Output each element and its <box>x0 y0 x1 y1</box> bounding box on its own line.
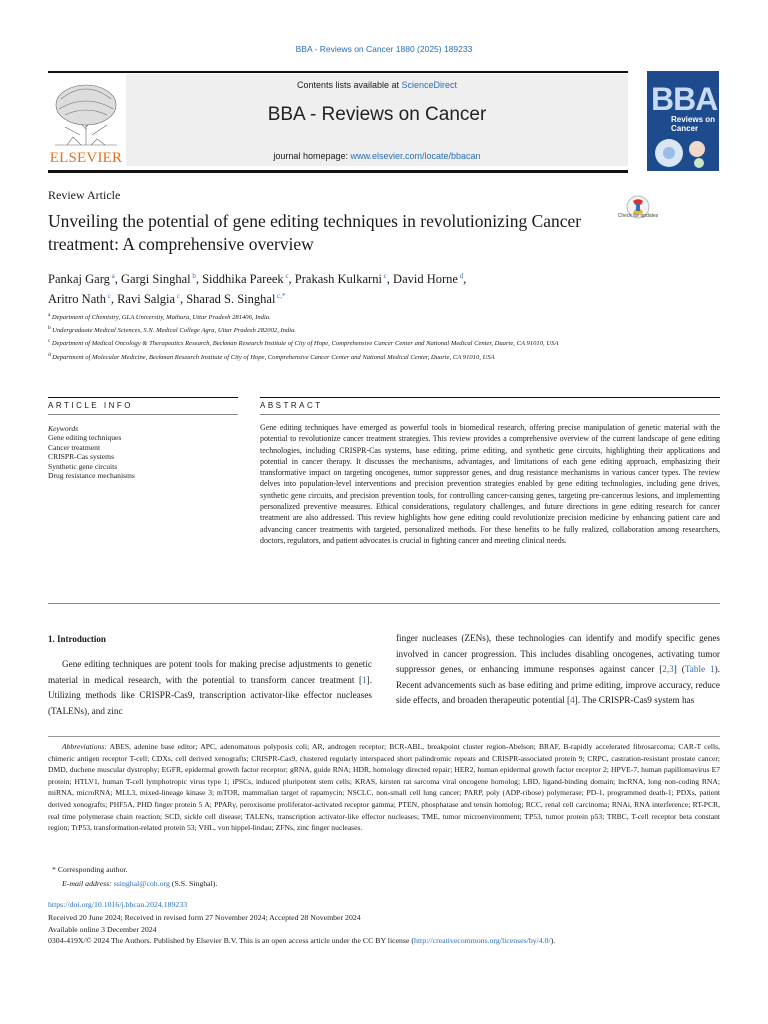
intro-left-column: Gene editing techniques are potent tools for making precise adjustments to genetic material in medical research, with the potential to transform cancer treatment [1]. Utilizing methods like CRISPR-Cas9, transcription activator-like effector nucleases (TALENs), and zinc <box>48 659 372 716</box>
affiliation-item: $^c$ Department of Medical Oncology & Therapeutics Research, Beckman Research Institute of City of Hope, Comprehensive Cancer Center and National Medical Center, Duarte, CA 91010, USA <box>48 338 559 348</box>
abstract-rule <box>260 397 720 398</box>
cover-subtitle: Reviews on Cancer <box>671 115 716 133</box>
email-link[interactable]: ssinghal@coh.org <box>113 879 170 888</box>
doi-link[interactable]: https://doi.org/10.1016/j.bbcan.2024.189233 <box>48 900 188 909</box>
keywords-label: Keywords <box>48 424 79 433</box>
abstract-heading: ABSTRACT <box>260 401 323 410</box>
intro-right-column: finger nucleases (ZENs), these technologies can identify and modify specific genes involved in cancer progression. This includes disabling oncogenes, activating tumor suppressor genes, or enhancing immune responses against cancer [2,3] (Table 1). Recent advancements such as base editing and prime editing, improve accuracy, reduce side effects, and broaden therapeutic potential [4]. The CRISPR-Cas9 system has <box>396 633 720 705</box>
introduction-heading: 1. Introduction <box>48 634 106 644</box>
crossmark-label: Check for updates <box>617 213 659 219</box>
cover-art <box>647 131 719 171</box>
received-dates: Received 20 June 2024; Received in revised form 27 November 2024; Accepted 28 November 2024 <box>48 913 361 922</box>
sciencedirect-link[interactable]: ScienceDirect <box>401 80 458 90</box>
contents-line: Contents lists available at ScienceDirect <box>296 80 458 90</box>
author-name[interactable]: Aritro Nath <box>48 292 106 307</box>
author-name[interactable]: Siddhika Pareek <box>202 272 284 287</box>
online-date: Available online 3 December 2024 <box>48 925 157 934</box>
author-list: Pankaj Garg $^a$, Gargi Singhal $^b$, Siddhika Pareek $^c$, Prakash Kulkarni $^c$, David Horne $^d$, Aritro Nath $^c$, Ravi Salgia $^c$, Sharad S. Singhal $^{c,*}$ <box>48 272 467 307</box>
author-name[interactable]: David Horne <box>393 272 458 287</box>
cover-logo: BBA <box>651 81 718 117</box>
elsevier-wordmark: ELSEVIER <box>49 150 123 166</box>
author-name[interactable]: Prakash Kulkarni <box>294 272 382 287</box>
affiliations <box>48 310 728 363</box>
abbreviations-footnote: Abbreviations: ABES, adenine base editor; APC, adenomatous polyposis coli; AR, androgen receptor; BCR-ABL, breakpoint cluster region-Abelson; BRAF, B-rapidly accelerated fibrosarcoma; CAR-T cells, chimeric antigen receptor T-cell; CDXs, cell derived xenografts; CRISPR-Cas9, clustered regularly interspaced short palindromic repeats and CRISPR-associated protein 9; CRPC, castration-resistant prostate cancer; DMD, duchene muscular dystrophy; EGFR, epidermal growth factor receptor; gRNA, guide RNA; HDR, homology directed repair; HER2, human epidermal growth factor receptor 2; HPVE-7, human papillomavirus E7 protein; HTLV1, human T-cell lymphotropic virus type 1; iPSCs, induced pluripotent stem cells; KRAS, kirsten rat sarcoma viral oncogene homolog; LBD, ligand-binding domain; lncRNA, long non-coding RNA; miRNA, microRNA; MLL3, mixed-lineage kinase 3; mTOR, mammalian target of rapamycin; NSCLC, non-small cell lung cancer; PARP, poly (ADP-ribose) polymerase; PD-1, programmed death-1; PDXs, patient derived xenografts; PHF5A, PHD finger protein 5 A; PPARγ, peroxisome proliferator-activated receptor gamma; PTEN, phosphatase and tensin homolog; RCC, renal cell carcinoma; RNAi, RNA interference; RT-PCR, real time polymerase chain reaction; SCD, sickle cell disease; TALENs, transcription activator-like effector nucleases; TME, tumor microenvironment; TP53, tumor protein p53; TRBC, T-cell receptor beta constant region; TrP53, transformation-related protein 53; VHL, von hippel-lindau; ZFNs, zinc finger nucleases. <box>48 742 720 833</box>
reference-link[interactable]: 4 <box>570 695 575 705</box>
homepage-link[interactable]: www.elsevier.com/locate/bbacan <box>350 151 481 161</box>
article-title: Unveiling the potential of gene editing techniques in revolutionizing Cancer treatment: A comprehensive overview <box>48 211 582 254</box>
affiliation-item: $^a$ Department of Chemistry, GLA University, Mathura, Uttar Pradesh 281406, India. <box>48 312 271 322</box>
affiliation-item: $^d$ Department of Molecular Medicine, Beckman Research Institute of City of Hope, Comprehensive Cancer Center and National Medical Center, Duarte, CA 91010, USA <box>48 351 495 361</box>
reference-link[interactable]: 2,3 <box>662 664 674 674</box>
keyword-item: Synthetic gene circuits <box>48 461 118 471</box>
keyword-item: Drug resistance mechanisms <box>48 471 135 481</box>
journal-citation-link[interactable]: BBA - Reviews on Cancer 1880 (2025) 189233 <box>295 44 473 54</box>
reference-link[interactable]: 1 <box>362 674 367 685</box>
author-affiliation-marker[interactable]: d <box>457 272 464 280</box>
author-name[interactable]: Sharad S. Singhal <box>186 292 276 307</box>
header-top-rule <box>48 71 628 73</box>
author-name[interactable]: Ravi Salgia <box>117 292 176 307</box>
author-affiliation-marker[interactable]: c <box>381 272 387 280</box>
article-info-rule <box>48 397 238 398</box>
author-name[interactable]: Pankaj Garg <box>48 272 110 287</box>
author-name[interactable]: Gargi Singhal <box>121 272 191 287</box>
author-affiliation-marker[interactable]: b <box>190 272 196 280</box>
journal-cover-image <box>647 71 719 171</box>
keyword-item: Cancer treatment <box>48 442 101 452</box>
author-affiliation-marker[interactable]: c <box>175 292 180 301</box>
abstract-text: Gene editing techniques have emerged as powerful tools in biomedical research, offering precise manipulation of genetic material with the potential to revolutionize cancer treatment strategies. This review provides a comprehensive overview of the current landscape of gene editing technologies, including CRISPR-Cas systems, base editing, prime editing, and synthetic gene circuits, highlighting their applications and potential in cancer therapy. It discusses the mechanisms, advantages, and limitations of each gene editing approach, emphasizing their transformative impact on targeting oncogenes, tumor suppressor genes, and drug resistance mechanisms in various cancer types. The review delves into population-level interventions and precision prevention strategies enabled by gene editing technologies, including gene drives, synthetic gene circuits, and precision prevention tools, for controlling cancer-causing genes, targeting pre-cancerous lesions, and implementing personalized preventive measures. Ethical considerations, regulatory challenges, and future directions in gene editing research for cancer treatment are also addressed. This review highlights how gene editing could revolutionize precision medicine by enhancing patient care and advancing cancer treatments with targeted, personalized methods. For these benefits to be fully realized, collaboration among researchers, doctors, regulators, and patient advocates is crucial in fighting cancer and meeting clinical needs. <box>260 423 720 545</box>
crossmark-icon[interactable] <box>620 193 656 229</box>
journal-homepage-line: journal homepage: www.elsevier.com/locate/bbacan <box>273 151 481 161</box>
article-info-heading: ARTICLE INFO <box>48 401 133 410</box>
affiliation-item: $^b$ Undergraduate Medical Sciences, S.N. Medical College Agra, Uttar Pradesh 282002, India. <box>48 325 297 335</box>
keywords-block <box>48 424 238 480</box>
abstract-bottom-rule <box>48 603 720 604</box>
license-link[interactable]: http://creativecommons.org/licenses/by/4.0/ <box>413 936 551 945</box>
author-affiliation-marker[interactable]: a <box>109 272 115 280</box>
keyword-item: Gene editing techniques <box>48 433 122 443</box>
corresponding-author-note: * Corresponding author. <box>52 865 128 874</box>
article-info-subrule <box>48 414 238 415</box>
license-line: 0304-419X/© 2024 The Authors. Published by Elsevier B.V. This is an open access article under the CC BY license (http://creativecommons.org/licenses/by/4.0/). <box>48 936 556 945</box>
header-bottom-rule <box>48 170 628 173</box>
footnote-rule <box>48 736 720 737</box>
author-affiliation-marker[interactable]: c,* <box>275 292 286 301</box>
email-line: E-mail address: ssinghal@coh.org (S.S. Singhal). <box>62 879 218 888</box>
article-type: Review Article <box>48 188 121 202</box>
keyword-item: CRISPR-Cas systems <box>48 452 115 462</box>
journal-title: BBA - Reviews on Cancer <box>267 104 487 125</box>
author-affiliation-marker[interactable]: c <box>105 292 111 301</box>
abstract-subrule <box>260 414 720 415</box>
author-affiliation-marker[interactable]: c <box>283 272 289 280</box>
table-link[interactable]: Table 1 <box>684 664 715 674</box>
